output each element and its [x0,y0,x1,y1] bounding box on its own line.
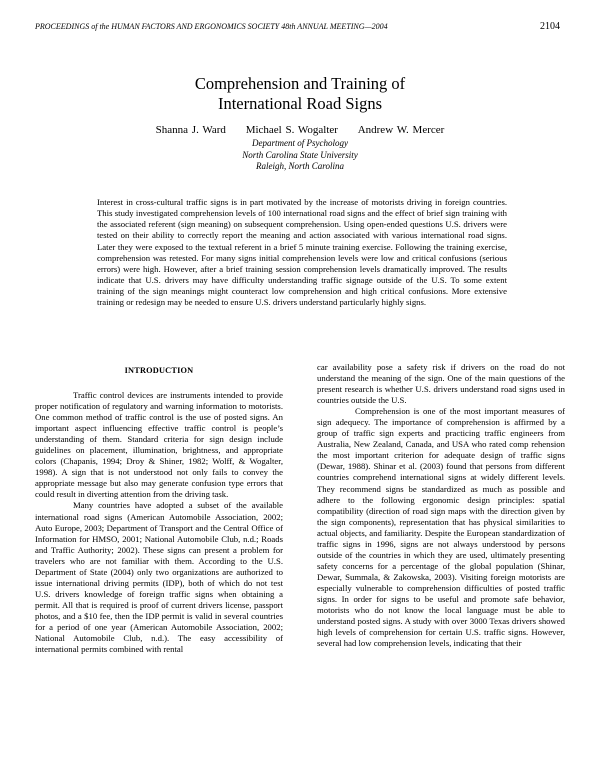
affiliation-department: Department of Psychology [252,138,348,148]
paper-title [80,74,520,114]
body-paragraph: Comprehension is one of the most important measures of sign adequecy. The importance of comprehension is affirmed by a group of traffic sign experts and practicing traffic engineers from Australia, New Zealand, Canada, and USA who rated comp rehension the most important criterion for adequate design of traffic signs (Dewar, 1988). Shinar et al. (2003) found that persons from different countries comprehend international signs at widely different levels. They recommend signs be standardized as much as possible and adhere to the following ergonomic design principles: spatial compatibility (direction of road sign maps with the direction given by the sign components), representation that has physical similarities to actual objects, and familiarity. Despite the European standardization of traffic signs in 1996, signs are not always understood by persons outside of the countries in which they are used, ultimately presenting safety concerns for a percentage of the global population (Shinar, Dewar, Summala, & Zakowska, 2003). Visiting foreign motorists are especially vulnerable to comprehension difficulties of posted traffic signs. In order for signs to be useful and promote safe behavior, motorists who do not know the local language must be able to understand posted signs. A study with over 3000 Texas drivers showed high levels of comprehension for certain U.S. traffic signs. However, several had low comprehension levels, indicating that their [317,406,565,649]
affiliation-location: Raleigh, North Carolina [256,161,344,171]
author-name: Michael S. Wogalter [245,124,338,136]
author-name: Shanna J. Ward [155,124,226,136]
page-number: 2104 [540,21,560,32]
body-paragraph: Many countries have adopted a subset of the available international road signs (American Automobile Association, 2002; Auto Europe, 2003; Department of Transport and the Central Office of Information for HMSO, 2001; National Automobile Club, n.d.; Roads and Traffic Authority; 2002). These signs can present a problem for travelers who are not familiar with them. According to the U.S. Department of State (2004) only two organizations are authorized to issue international driving permits (IDP), both of which do not test U.S. drivers knowledge of foreign traffic signs when obtaining a permit. All that is required is proof of current drivers license, passport photos, and a $10 fee, then the IDP permit is valid in several countries for a period of one year (American Automobile Association, 2002; National Automobile Club, n.d.). The easy accessibility of international permits combined with rental [35,500,283,655]
abstract: Interest in cross-cultural traffic signs is in part motivated by the increase of motorists driving in foreign countries. This study investigated comprehension levels of 100 international road signs and the effect of brief sign training with the associated referent (sign meaning) on subsequent comprehension. Using open-ended questions U.S. drivers were tested on their ability to correctly report the meaning and action associated with various international road signs. Later they were exposed to the textual referent in a brief 5 minute training exercise. Following the training exercise, comprehension was retested. For many signs initial comprehension levels were low and critical confusions (serious errors) were high. However, after a brief training session comprehension levels dramatically improved. The results indicate that U.S. drivers may have difficulty understanding traffic signage outside of the U.S. To some extent training of the sign meanings might counteract low comprehension and high critical confusions. More extensive training or redesign may be needed to ensure U.S. drivers understand particularly highly signs. [97,197,507,308]
left-column [35,365,283,655]
author-list [80,124,520,137]
author-name: Andrew W. Mercer [357,124,445,136]
title-line-2: International Road Signs [217,94,383,113]
affiliation [80,138,520,173]
body-paragraph: Traffic control devices are instruments intended to provide proper notification of regulatory and warning information to motorists. One common method of traffic control is the use of posted signs. An important aspect influencing effective traffic control is people’s understanding of them. Standard criteria for sign design include guidelines on placement, illumination, brightness, and appropriate colors (Chapanis, 1994; Droy & Shiner, 1982; Wolff, & Wogalter, 1998). A sign that is not understood not only fails to convey the appropriate message but also may generate confusion type errors that could result in diverting attention from the driving task. [35,390,283,500]
running-head: PROCEEDINGS of the HUMAN FACTORS AND ERGONOMICS SOCIETY 48th ANNUAL MEETING—2004 [35,22,388,31]
body-paragraph-continued: car availability pose a safety risk if drivers on the road do not understand the meaning of the sign. One of the main questions of the present research is whether U.S. drivers understand road signs used in countries outside the U.S. [317,362,565,406]
affiliation-university: North Carolina State University [242,149,358,160]
section-heading-introduction: INTRODUCTION [124,366,194,375]
title-line-1: Comprehension and Training of [194,74,406,93]
right-column [317,362,565,649]
